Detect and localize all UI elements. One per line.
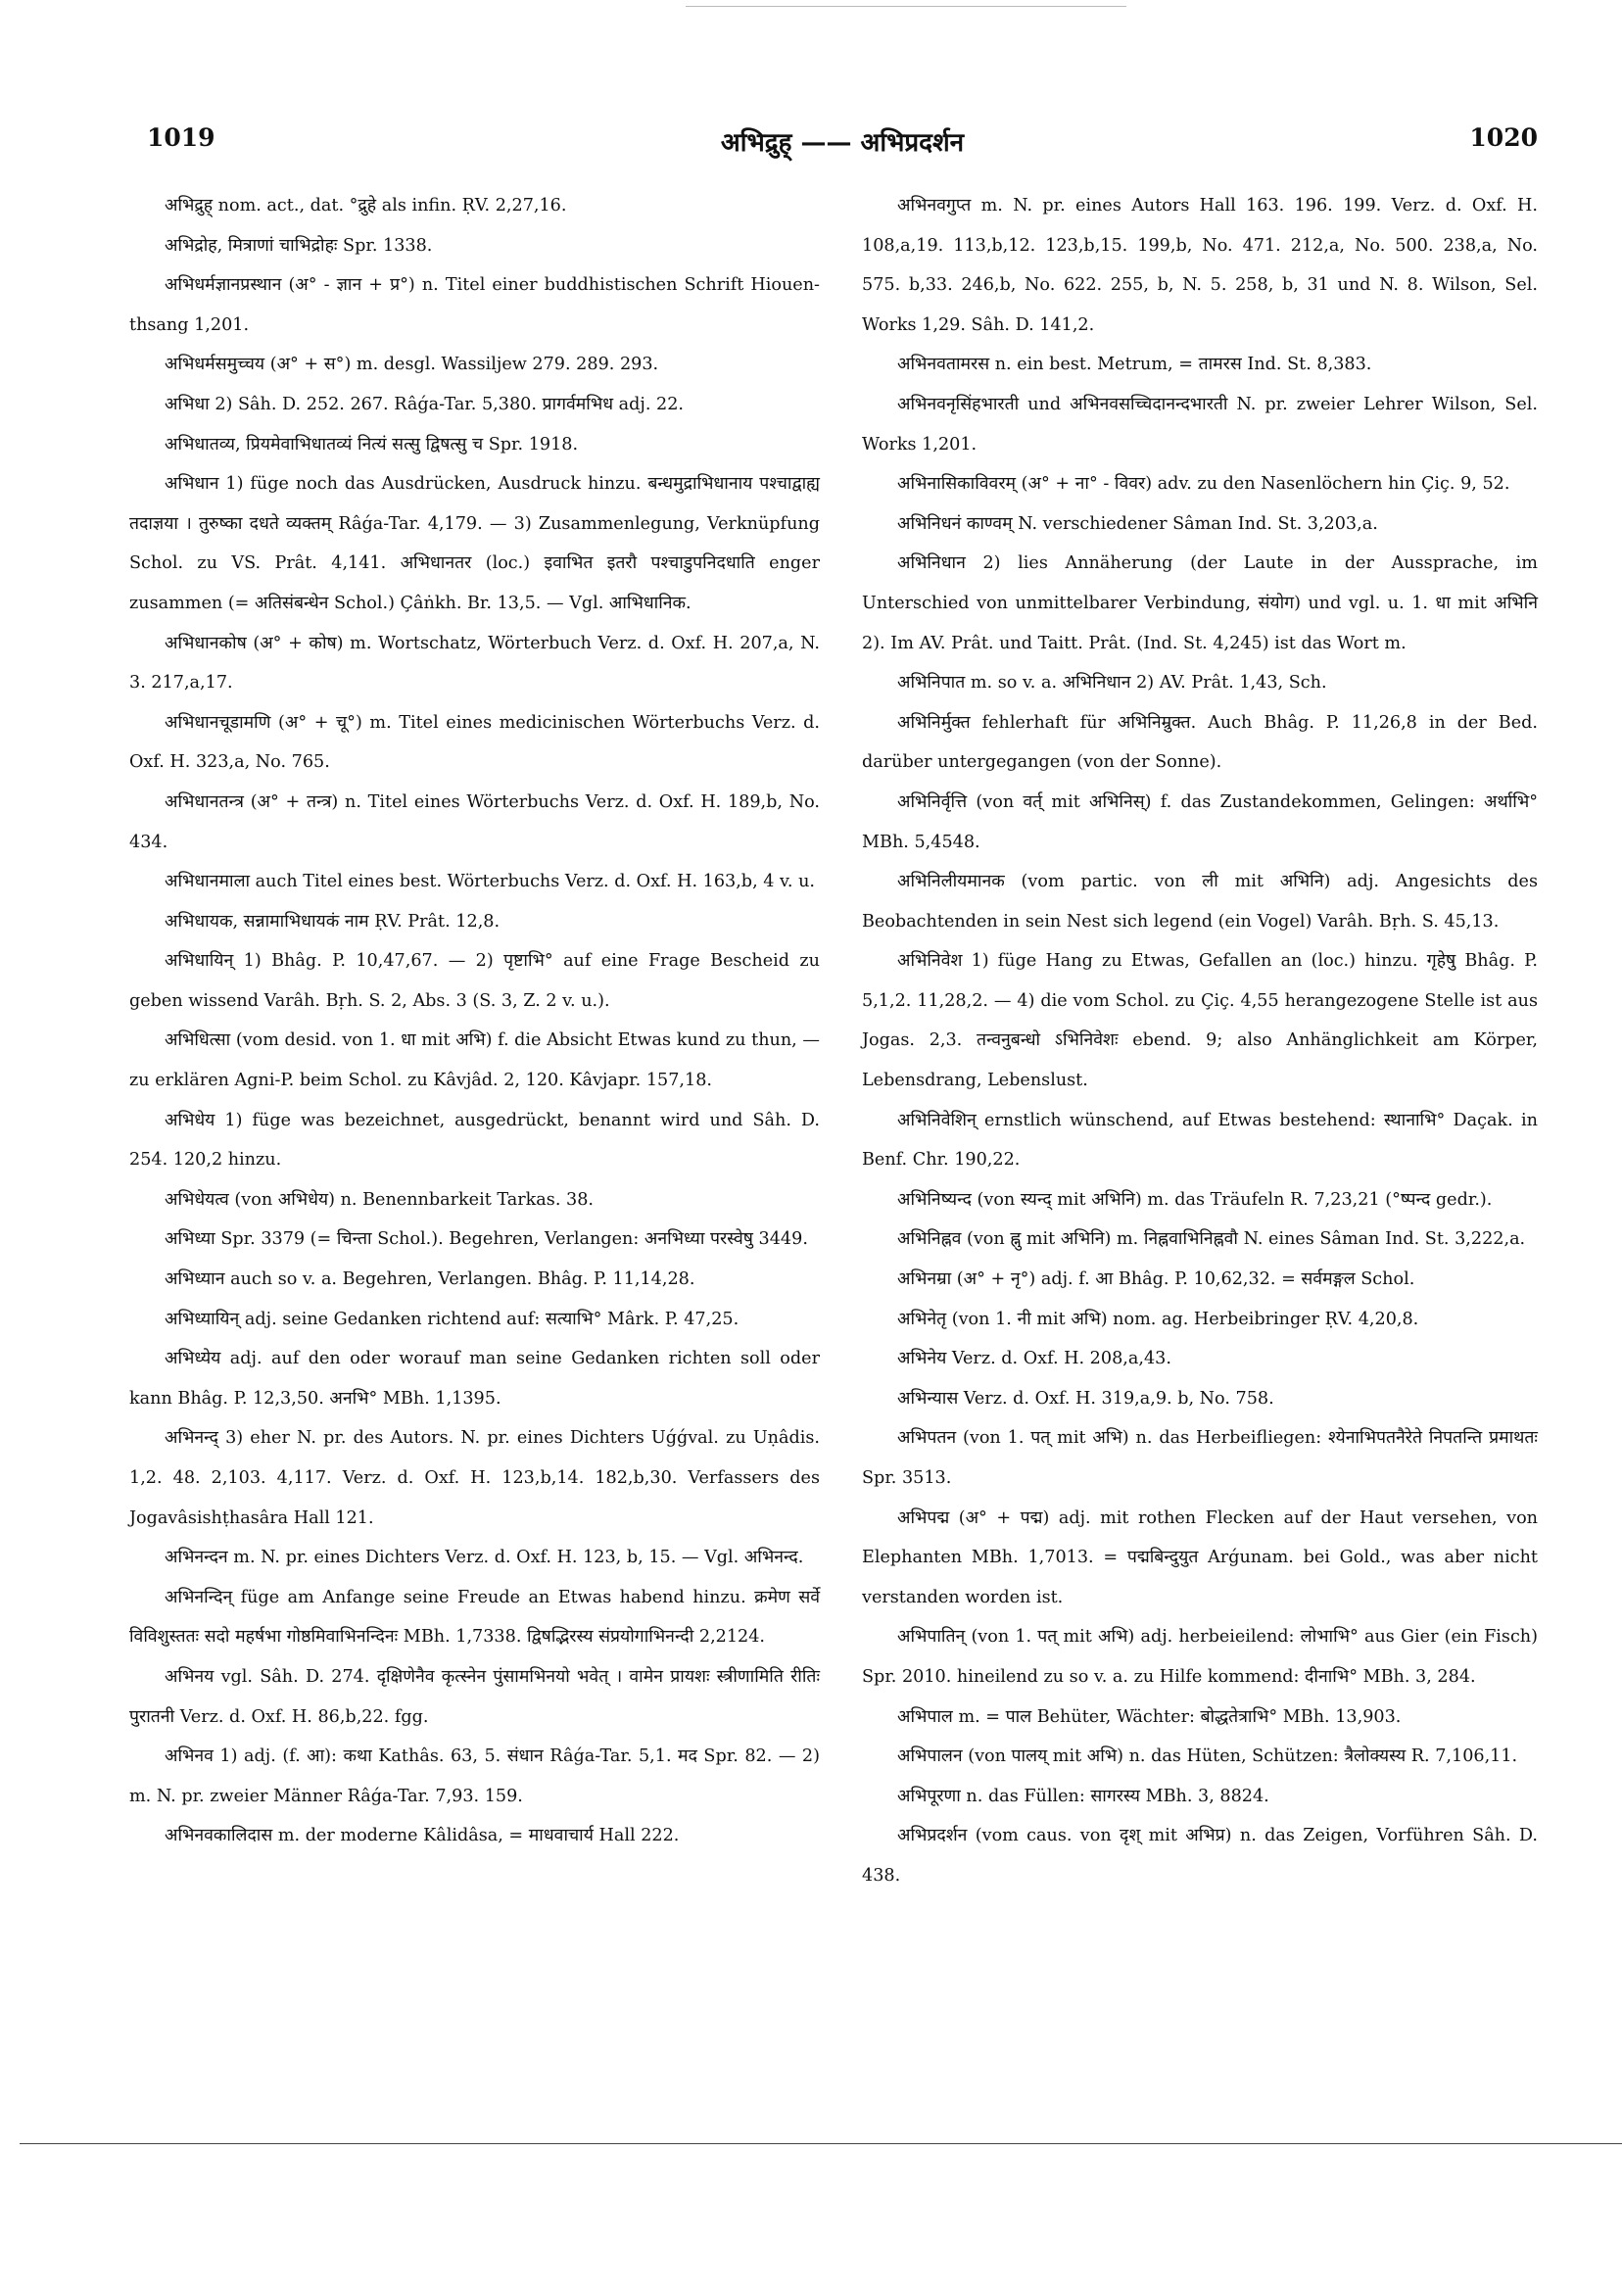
bottom-rule bbox=[20, 2143, 1622, 2144]
page-header bbox=[147, 123, 1538, 163]
dictionary-entry: अभिपतन (von 1. पत् mit अभि) n. das Herbeifliegen: श्येनाभिपतनैरेते निपतन्ति प्रमाथतः Spr. 3513. bbox=[862, 1428, 1538, 1488]
dictionary-entry: अभिधित्सा (vom desid. von 1. धा mit अभि) f. die Absicht Etwas kund zu thun, — zu erklären Agni-P. beim Schol. zu Kâvjâd. 2, 120. Kâvjapr. 157,18. bbox=[129, 1030, 820, 1091]
page-number-left: 1019 bbox=[147, 123, 215, 152]
dictionary-entry: अभिधानमाला auch Titel eines best. Wörterbuchs Verz. d. Oxf. H. 163,b, 4 v. u. bbox=[165, 872, 815, 892]
dictionary-entry: अभिधा 2) Sâh. D. 252. 267. Râǵa-Tar. 5,380. प्रागर्वमभिध adj. 22. bbox=[165, 394, 685, 414]
dictionary-entry: अभिध्यान auch so v. a. Begehren, Verlangen. Bhâg. P. 11,14,28. bbox=[165, 1269, 695, 1290]
dictionary-entry: अभिद्रुह् nom. act., dat. °द्रुहे als infin. ṚV. 2,27,16. bbox=[165, 196, 567, 215]
dictionary-entry: अभिप्रदर्शन (vom caus. von दृश् mit अभिप्र) n. das Zeigen, Vorführen Sâh. D. 438. bbox=[862, 1826, 1538, 1886]
dictionary-entry: अभिनेय Verz. d. Oxf. H. 208,a,43. bbox=[897, 1349, 1171, 1369]
right-column bbox=[862, 186, 1538, 1896]
dictionary-entry: अभिपातिन् (von 1. पत् mit अभि) adj. herbeieilend: लोभाभि° aus Gier (ein Fisch) Spr. 2010. hineilend zu so v. a. zu Hilfe kommend: दीनाभि° MBh. 3, 284. bbox=[862, 1627, 1538, 1687]
left-column bbox=[129, 186, 820, 1856]
dictionary-entry: अभिधानचूडामणि (अ° + चू°) m. Titel eines medicinischen Wörterbuchs Verz. d. Oxf. H. 323,a, No. 765. bbox=[129, 712, 820, 773]
dictionary-entry: अभिधानकोष (अ° + कोष) m. Wortschatz, Wörterbuch Verz. d. Oxf. H. 207,a, N. 3. 217,a,17. bbox=[129, 633, 820, 694]
dictionary-entry: अभिनवगुप्त m. N. pr. eines Autors Hall 163. 196. 199. Verz. d. Oxf. H. 108,a,19. 113,b,12. 123,b,15. 199,b, No. 471. 212,a, No. 500. 238,a, No. 575. b,33. 246,b, No. 622. 255, b, N. 5. 258, b, 31 und N. 8. Wilson, Sel. Works 1,29. Sâh. D. 141,2. bbox=[862, 196, 1538, 335]
dictionary-entry: अभिनिधनं काण्वम् N. verschiedener Sâman Ind. St. 3,203,a. bbox=[897, 513, 1378, 534]
dictionary-entry: अभिधातव्य, प्रियमेवाभिधातव्यं नित्यं सत्सु द्विषत्सु च Spr. 1918. bbox=[165, 434, 579, 454]
dictionary-entry: अभिधेय 1) füge was bezeichnet, ausgedrückt, benannt wird und Sâh. D. 254. 120,2 hinzu. bbox=[129, 1110, 820, 1171]
dictionary-entry: अभिपाल m. = पाल Behüter, Wächter: बोद्धतेत्राभि° MBh. 13,903. bbox=[897, 1706, 1402, 1727]
dictionary-entry: अभिनिर्मुक्त fehlerhaft für अभिनिम्रुक्त. Auch Bhâg. P. 11,26,8 in der Bed. darüber untergegangen (von der Sonne). bbox=[862, 712, 1538, 773]
dictionary-entry: अभिनासिकाविवरम् (अ° + ना° - विवर) adv. zu den Nasenlöchern hin Çiç. 9, 52. bbox=[897, 474, 1510, 495]
dictionary-entry: अभिनिवेशिन् ernstlich wünschend, auf Etwas bestehend: स्थानाभि° Daçak. in Benf. Chr. 190,22. bbox=[862, 1110, 1538, 1171]
dictionary-entry: अभिनव 1) adj. (f. आ): कथा Kathâs. 63, 5. संधान Râǵa-Tar. 5,1. मद Spr. 82. — 2) m. N. pr. zweier Männer Râǵa-Tar. 7,93. 159. bbox=[129, 1746, 820, 1806]
top-rule bbox=[686, 6, 1126, 7]
page-number-right: 1020 bbox=[1469, 123, 1538, 152]
running-head: अभिद्रुह् —— अभिप्रदर्शन bbox=[720, 128, 965, 158]
dictionary-entry: अभिपूरणा n. das Füllen: सागरस्य MBh. 3, 8824. bbox=[897, 1786, 1269, 1806]
dictionary-entry: अभिद्रोह, मित्राणां चाभिद्रोहः Spr. 1338. bbox=[165, 235, 433, 256]
dictionary-entry: अभिनवनृसिंहभारती und अभिनवसच्चिदानन्दभारती N. pr. zweier Lehrer Wilson, Sel. Works 1,201. bbox=[862, 394, 1538, 454]
dictionary-entry: अभिनम्रा (अ° + नृ°) adj. f. आ Bhâg. P. 10,62,32. = सर्वमङ्गल Schol. bbox=[897, 1269, 1415, 1290]
dictionary-entry: अभिधान 1) füge noch das Ausdrücken, Ausdruck hinzu. बन्धमुद्राभिधानाय पश्चाद्वाह्य तदाज्ञया । तुरुष्का दधते व्यक्तम् Râǵa-Tar. 4,179. — 3) Zusammenlegung, Verknüpfung Schol. zu VS. Prât. 4,141. अभिधानतर (loc.) इवाभित इतरौ पश्चाडुपनिदधाति enger zusammen (= अतिसंबन्धेन Schol.) Çâṅkh. Br. 13,5. — Vgl. आभिधानिक. bbox=[129, 474, 820, 613]
dictionary-entry: अभिधायिन् 1) Bhâg. P. 10,47,67. — 2) पृष्टाभि° auf eine Frage Bescheid zu geben wissend Varâh. Bṛh. S. 2, Abs. 3 (S. 3, Z. 2 v. u.). bbox=[129, 951, 820, 1011]
dictionary-entry: अभिध्या Spr. 3379 (= चिन्ता Schol.). Begehren, Verlangen: अनभिध्या परस्वेषु 3449. bbox=[165, 1229, 808, 1250]
dictionary-entry: अभिधर्मज्ञानप्रस्थान (अ° - ज्ञान + प्र°) n. Titel einer buddhistischen Schrift Hiouen-thsang 1,201. bbox=[129, 275, 820, 335]
dictionary-entry: अभिनेतृ (von 1. नी mit अभि) nom. ag. Herbeibringer ṚV. 4,20,8. bbox=[897, 1309, 1419, 1329]
dictionary-entry: अभिनिवेश 1) füge Hang zu Etwas, Gefallen an (loc.) hinzu. गृहेषु Bhâg. P. 5,1,2. 11,28,2. — 4) die vom Schol. zu Çiç. 4,55 herangezogene Stelle ist aus Jogas. 2,3. तन्वनुबन्धो ऽभिनिवेशः ebend. 9; also Anhänglichkeit am Körper, Lebensdrang, Lebenslust. bbox=[862, 951, 1538, 1091]
dictionary-entry: अभिपद्म (अ° + पद्म) adj. mit rothen Flecken auf der Haut versehen, von Elephanten MBh. 1,7013. = पद्मबिन्दुयुत Arǵunam. bei Gold., was aber nicht verstanden worden ist. bbox=[862, 1507, 1538, 1607]
dictionary-entry: अभिध्येय adj. auf den oder worauf man seine Gedanken richten soll oder kann Bhâg. P. 12,3,50. अनभि° MBh. 1,1395. bbox=[129, 1349, 820, 1409]
dictionary-entry: अभिनय vgl. Sâh. D. 274. दृक्षिणेनैव कृत्स्नेन पुंसामभिनयो भवेत् । वामेन प्रायशः स्त्रीणामिति रीतिः पुरातनी Verz. d. Oxf. H. 86,b,22. fgg. bbox=[129, 1666, 820, 1727]
dictionary-entry: अभिनिलीयमानक (vom partic. von ली mit अभिनि) adj. Angesichts des Beobachtenden in sein Nest sich legend (ein Vogel) Varâh. Bṛh. S. 45,13. bbox=[862, 872, 1538, 932]
dictionary-entry: अभिधानतन्त्र (अ° + तन्त्र) n. Titel eines Wörterbuchs Verz. d. Oxf. H. 189,b, No. 434. bbox=[129, 791, 820, 852]
dictionary-entry: अभिनन्द् 3) eher N. pr. des Autors. N. pr. eines Dichters Uǵǵval. zu Uṇâdis. 1,2. 48. 2,103. 4,117. Verz. d. Oxf. H. 123,b,14. 182,b,30. Verfassers des Jogavâsishṭhasâra Hall 121. bbox=[129, 1428, 820, 1528]
dictionary-entry: अभिनिह्नव (von ह्नु mit अभिनि) m. निह्नवाभिनिह्नवौ N. eines Sâman Ind. St. 3,222,a. bbox=[897, 1229, 1526, 1250]
dictionary-entry: अभिनिष्यन्द (von स्यन्द् mit अभिनि) m. das Träufeln R. 7,23,21 (°ष्पन्द gedr.). bbox=[897, 1189, 1493, 1210]
dictionary-entry: अभिनिर्वृत्ति (von वर्त् mit अभिनिस्) f. das Zustandekommen, Gelingen: अर्थाभि° MBh. 5,4548. bbox=[862, 791, 1538, 852]
dictionary-entry: अभिनिधान 2) lies Annäherung (der Laute in der Aussprache, im Unterschied von unmittelbarer Verbindung, संयोग) und vgl. u. 1. धा mit अभिनि 2). Im AV. Prât. und Taitt. Prât. (Ind. St. 4,245) ist das Wort m. bbox=[862, 553, 1538, 653]
dictionary-entry: अभिनिपात m. so v. a. अभिनिधान 2) AV. Prât. 1,43, Sch. bbox=[897, 673, 1327, 694]
dictionary-entry: अभिन्यास Verz. d. Oxf. H. 319,a,9. b, No. 758. bbox=[897, 1388, 1274, 1409]
dictionary-entry: अभिध्यायिन् adj. seine Gedanken richtend auf: सत्याभि° Mârk. P. 47,25. bbox=[165, 1309, 739, 1329]
dictionary-entry: अभिधेयत्व (von अभिधेय) n. Benennbarkeit Tarkas. 38. bbox=[165, 1189, 594, 1210]
dictionary-entry: अभिधर्मसमुच्चय (अ° + स°) m. desgl. Wassiljew 279. 289. 293. bbox=[165, 355, 659, 375]
dictionary-entry: अभिनवतामरस n. ein best. Metrum, = तामरस Ind. St. 8,383. bbox=[897, 355, 1372, 375]
dictionary-entry: अभिपालन (von पालय् mit अभि) n. das Hüten, Schützen: त्रैलोक्यस्य R. 7,106,11. bbox=[897, 1746, 1518, 1767]
dictionary-entry: अभिनन्दिन् füge am Anfange seine Freude an Etwas habend hinzu. क्रमेण सर्वे विविशुस्ततः सदो महर्षभा गोष्ठमिवाभिनन्दिनः MBh. 1,7338. द्विषद्भिरस्य संप्रयोगाभिनन्दी 2,2124. bbox=[129, 1587, 820, 1648]
dictionary-entry: अभिनन्दन m. N. pr. eines Dichters Verz. d. Oxf. H. 123, b, 15. — Vgl. अभिनन्द. bbox=[165, 1548, 804, 1568]
dictionary-entry: अभिनवकालिदास m. der moderne Kâlidâsa, = माधवाचार्य Hall 222. bbox=[165, 1826, 680, 1846]
dictionary-entry: अभिधायक, सन्नामाभिधायकं नाम ṚV. Prât. 12,8. bbox=[165, 911, 501, 932]
